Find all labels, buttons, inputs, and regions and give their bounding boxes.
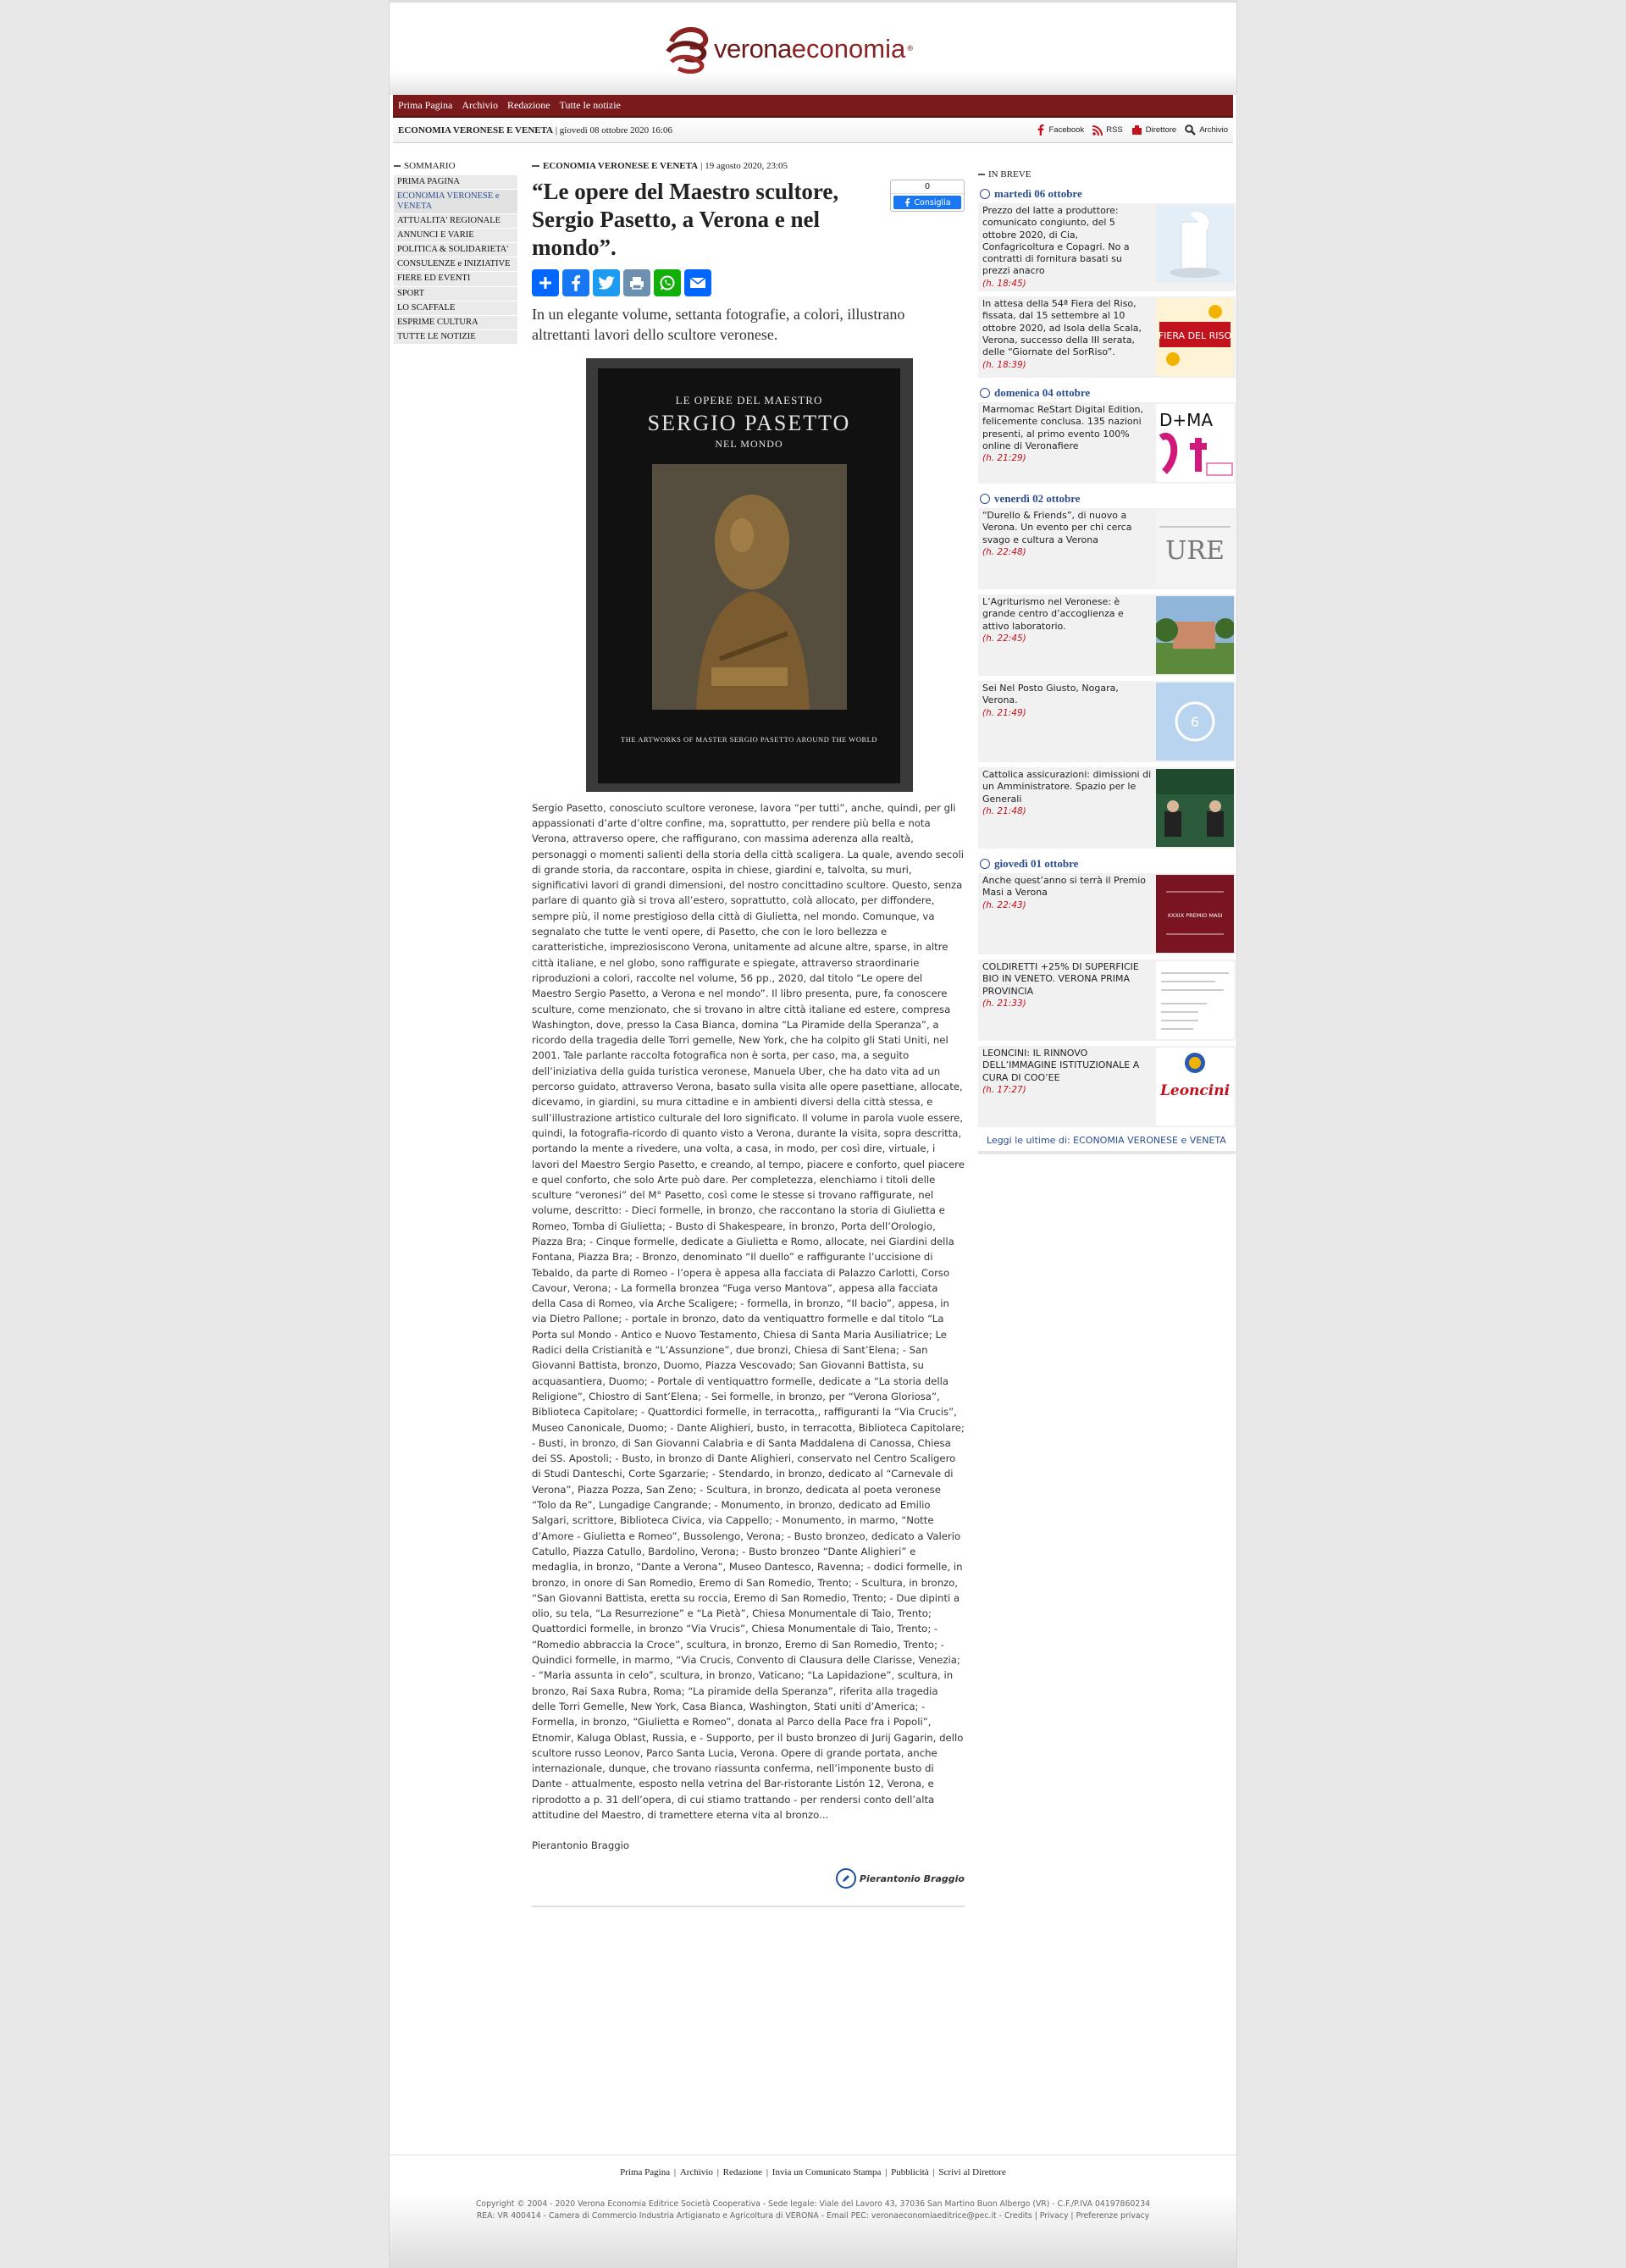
sidebar-item-sport[interactable]: SPORT <box>394 287 517 301</box>
plus-icon <box>538 275 553 290</box>
share-print-button[interactable] <box>623 269 650 296</box>
rss-link[interactable] <box>1092 125 1123 136</box>
footer-link-archivio[interactable]: Archivio <box>679 2167 713 2177</box>
facebook-icon <box>570 274 582 291</box>
article-title: “Le opere del Maestro scultore, Sergio Pasetto, a Verona e nel mondo”. <box>532 179 839 260</box>
news-time: (h. 21:49) <box>982 707 1026 718</box>
copyright <box>390 2193 1236 2268</box>
news-time: (h. 22:45) <box>982 633 1026 644</box>
section-date-line: ECONOMIA VERONESE E VENETA | giovedì 08 ottobre 2020 16:06 <box>398 124 672 136</box>
news-time: (h. 21:33) <box>982 998 1026 1009</box>
article-meta: ECONOMIA VERONESE E VENETA | 19 agosto 2020, 23:05 <box>532 161 965 171</box>
news-item[interactable] <box>978 203 1236 296</box>
current-section[interactable]: ECONOMIA VERONESE E VENETA <box>398 124 554 136</box>
day-label: venerdì 02 ottobre <box>994 492 1081 506</box>
archivio-link[interactable] <box>1185 124 1228 136</box>
fb-like-count: 0 <box>891 180 964 194</box>
whatsapp-icon <box>659 274 676 291</box>
footer-link-redazione[interactable]: Redazione <box>722 2167 763 2177</box>
durello-thumb-text: URE <box>1165 536 1225 567</box>
top-nav <box>393 95 1233 118</box>
bust-icon <box>652 464 847 710</box>
copyright-line-2: REA: VR 400414 - Camera di Commercio Industria Artigianato e Agricoltura di VERONA - Email PEC: veronaeconomiaeditrice@pec.it - Credits | Privacy | Preferenze privacy <box>476 2211 1150 2221</box>
clock-icon <box>980 859 990 869</box>
sidebar-title: SOMMARIO <box>404 161 456 171</box>
news-time: (h. 18:45) <box>982 278 1026 289</box>
cattolica-thumbnail-icon <box>1156 769 1234 847</box>
cover-line-1: LE OPERE DEL MAESTRO <box>675 393 823 407</box>
email-icon <box>689 276 706 290</box>
day-heading <box>978 854 1236 873</box>
author-signature[interactable] <box>532 1868 965 1889</box>
fb-recommend-label: Consiglia <box>914 197 951 207</box>
article-date: 19 agosto 2020, 23:05 <box>705 161 788 171</box>
logo-text-economia: economia <box>791 34 906 64</box>
day-label: martedì 06 ottobre <box>994 187 1082 200</box>
leoncini-thumbnail-icon <box>1156 1048 1234 1126</box>
news-text: L’Agriturismo nel Veronese: è grande centro d’accoglienza e attivo laboratorio. <box>982 596 1124 632</box>
facebook-label: Facebook <box>1048 125 1085 135</box>
footer-link-pubblicita[interactable]: Pubblicità <box>891 2167 929 2177</box>
share-whatsapp-button[interactable] <box>654 269 681 296</box>
share-email-button[interactable] <box>684 269 711 296</box>
news-item[interactable] <box>978 402 1236 489</box>
news-time: (h. 17:27) <box>982 1084 1026 1095</box>
day-label: domenica 04 ottobre <box>994 386 1091 400</box>
riso-thumbnail-icon <box>1156 298 1234 376</box>
news-text: “Durello & Friends”, di nuovo a Verona. Un evento per chi cerca svago e cultura a Verona <box>982 510 1132 545</box>
nav-tutte-le-notizie[interactable]: Tutte le notizie <box>559 99 621 111</box>
news-item[interactable] <box>978 595 1236 681</box>
sidebar-heading <box>394 161 517 171</box>
in-breve <box>978 169 1236 1154</box>
footer-nav: Prima Pagina | Archivio | Redazione | Invia un Comunicato Stampa | Pubblicità | Scrivi al Direttore <box>390 2155 1236 2177</box>
clock-icon <box>980 494 990 504</box>
nav-archivio[interactable]: Archivio <box>462 99 498 111</box>
share-buttons <box>532 269 965 296</box>
in-breve-title: IN BREVE <box>988 169 1031 180</box>
bust-sculpture-photo <box>652 464 847 710</box>
fb-recommend-button[interactable] <box>893 196 961 209</box>
sidebar <box>394 161 517 345</box>
header <box>390 0 1236 95</box>
agriturismo-thumbnail-icon <box>1156 596 1234 674</box>
in-breve-heading <box>978 169 1236 180</box>
director-icon <box>1131 124 1142 136</box>
facebook-icon <box>1037 124 1045 136</box>
news-text: Marmomac ReStart Digital Edition, felicemente conclusa. 135 nazioni presenti, al primo evento 100% online di Veronafiere <box>982 404 1144 451</box>
news-item[interactable] <box>978 1046 1236 1132</box>
sidebar-item-tutte-notizie[interactable]: TUTTE LE NOTIZIE <box>394 330 517 345</box>
sub-bar <box>393 118 1233 143</box>
current-date: giovedì 08 ottobre 2020 16:06 <box>559 124 672 136</box>
news-item[interactable] <box>978 873 1236 960</box>
fb-like-box <box>890 180 965 212</box>
leoncini-thumb-text: Leoncini <box>1159 1082 1231 1100</box>
marmomac-thumb-text: D+MA <box>1159 410 1214 431</box>
day-heading <box>978 184 1236 203</box>
nav-redazione[interactable]: Redazione <box>506 99 550 111</box>
news-item[interactable] <box>978 960 1236 1046</box>
article <box>532 161 965 1907</box>
sidebar-item-fiere[interactable]: FIERE ED EVENTI <box>394 272 517 286</box>
news-text: Cattolica assicurazioni: dimissioni di un Amministratore. Spazio per le Generali <box>982 769 1152 805</box>
cover-line-2: SERGIO PASETTO <box>647 410 851 435</box>
pen-icon <box>836 1868 856 1889</box>
news-time: (h. 18:39) <box>982 359 1026 370</box>
logo-swirl-icon <box>665 23 711 75</box>
masi-thumb-text: XXXIX PREMIO MASI <box>1167 912 1223 920</box>
news-text: In attesa della 54ª Fiera del Riso, fissata, dal 15 settembre al 10 ottobre 2020, ad Isola della Scala, Verona, successo della III serata, delle “Giornate del SorRiso”. <box>982 298 1142 358</box>
day-heading <box>978 383 1236 402</box>
news-text: COLDIRETTI +25% DI SUPERFICIE BIO IN VENETO. VERONA PRIMA PROVINCIA <box>982 961 1139 997</box>
news-item[interactable] <box>978 767 1236 854</box>
milk-thumbnail-icon <box>1156 205 1234 283</box>
rss-label: RSS <box>1106 125 1123 135</box>
sidebar-item-politica[interactable]: POLITICA & SOLIDARIETA' <box>394 243 517 257</box>
news-text: LEONCINI: IL RINNOVO DELL’IMMAGINE ISTITUZIONALE A CURA DI COO’EE <box>982 1048 1140 1083</box>
share-facebook-button[interactable] <box>562 269 589 296</box>
sidebar-item-consulenze[interactable]: CONSULENZE e INIZIATIVE <box>394 257 517 272</box>
rss-icon <box>1092 125 1103 136</box>
share-add-button[interactable] <box>532 269 559 296</box>
book <box>598 368 900 783</box>
read-more-link[interactable]: Leggi le ultime di: ECONOMIA VERONESE e VENETA <box>978 1132 1236 1154</box>
page <box>389 0 1237 2268</box>
sei-thumbnail-icon <box>1156 683 1234 761</box>
cover-line-3: NEL MONDO <box>715 437 783 450</box>
article-body: Sergio Pasetto, conosciuto scultore veronese, lavora “per tutti”, anche, quindi, per gli appassionati d’arte d’oltre confine, ma, soprattutto, per rendere più bella e nota Verona, attraverso opere, che raffigurano, con massima aderenza alla realtà, personaggi o momenti salienti della storia della città scaligera. La quale, avendo secoli di grande storia, da raccontare, ospita in chiese, giardini e, talvolta, su muri, significativi lavori di grandi dimensioni, del nostro concittadino scultore. Questo, senza parlare di quanto già si trova all’estero, soprattutto, colà allocato, per diffondere, sempre più, il nome prestigioso della città di Giulietta, nel mondo. Comunque, va segnalato che tutte le venti opere, di Pasetto, che con le loro bellezza e caratteristiche, impreziosiscono Verona, unitamente ad alcune altre, sparse, in altre città italiane, e nel globo, sono raffigurate e spiegate, attraverso straordinarie riproduzioni a colori, raccolte nel volume, 56 pp., 2020, dal titolo “Le opere del Maestro Sergio Pasetto, a Verona e nel mondo”. Il libro presenta, pure, fa conoscere sculture, come menzionato, che si trovano in altre città italiane ed estere, compresa Washington, dove, presso la Casa Bianca, domina “La Piramide della Speranza”, a ricordo della tragedia delle Torri gemelle, New York, che ha colpito gli Stati Uniti, nel 2001. Tale parlante raccolta fotografica non è sorta, per caso, ma, a seguito dell’iniziativa della guida turistica veronese, Manuela Uber, che ha dato vita ad un percorso guidato, attraverso Verona, basato sulla visita alle opere pasettiane, allocate, dicevamo, in giardini, su mura cittadine e in ambienti diversi della città stessa, e sull’illustrazione artistico culturale del loro significato. Il volume in parola vuole essere, quindi, la fotografia-ricordo di quanto visto a Verona, durante la visita, sopra descritta, portando la mente a rivedere, una volta, a casa, in modo, per così dire, virtuale, i lavori del Maestro Sergio Pasetto, e creando, al tempo, piacere e conforto, quel piacere e quel conforto, che solo Arte può dare. Per completezza, elenchiamo i titoli delle sculture “veronesi” del M° Pasetto, così come le stesse si trovano raffigurate, nel volume, descritto: - Dieci formelle, in bronzo, che raccontano la storia di Giulietta e Romeo, Tomba di Giulietta; - Busto di Shakespeare, in bronzo, Porta dell’Orologio, Piazza Bra; - Cinque formelle, dedicate a Giulietta e Romo, allocate, nei Giardini della Fontana, Piazza Bra; - Bronzo, denominato “Il duello” e raffigurante l’uccisione di Tebaldo, da parte di Romeo - l’opera è appesa alla facciata di Palazzo Carlotti, Corso Cavour, Verona; - La formella bronzea “Fuga verso Mantova”, appesa alla facciata della Casa di Romeo, via Arche Scaligere; - formella, in bronzo, “Il bacio”, appesa, in via Dietro Pallone; - portale in bronzo, dato da ventiquattro formelle e dal titolo “La Porta sul Mondo - Antico e Nuovo Testamento, Chiesa di Santa Maria Ausiliatrice; Le Radici della Cristianità e “L’Assunzione”, due bronzi, Chiesa di Sant’Elena; - San Giovanni Battista, bronzo, Duomo, Piazza Vescovado; San Giovanni Battista, su acquasantiera, Duomo; - Portale di ventiquattro formelle, dedicate a “La storia della Religione”, Chiostro di Sant’Elena; - Sei formelle, in bronzo, per “Verona Gloriosa”, Biblioteca Capitolare; - Quattordici formelle, in terracotta,, raffiguranti la “Via Crucis”, Museo Canonicale, Duomo; - Dante Alighieri, busto, in terracotta, Biblioteca Capitolare; - Busti, in bronzo, di San Giovanni Calabria e di Santa Maddalena di Canossa, Chiesa dei SS. Apostoli; - Busto, in bronzo di Dante Alighieri, conservato nel Centro Scaligero di Studi Danteschi, Corte Sgarzarie; - Stendardo, in bronzo, dedicato al “Carnevale di Verona”, Piazza Pozza, San Zeno; - Scultura, in bronzo, dedicata al poeta veronese “Tolo da Re”, Lungadige Cangrande; - Monumento, in bronzo, dedicato ad Emilio Salgari, scrittore, Biblioteca Civica, via Cappello; - Monumento, in marmo, “Notte d’Amore - Giulietta e Romeo”, Bussolengo, Verona; - Busto bronzeo, dedicato a Valerio Catullo, Piazza Catullo, Bardolino, Verona; - Busto bronzeo “Dante Alighieri” e medaglia, in bronzo, “Dante a Verona”, Museo Dantesco, Ravenna; - dodici formelle, in bronzo, in onore di San Romedio, Eremo di San Romedio, Trento; - Scultura, in bronzo, “San Giovanni Battista, eretta su roccia, Eremo di San Romedio, Trento; - Due dipinti a olio, su tela, “La Resurrezione” e “La Pietà”, Chiesa Monumentale di Taio, Trento; Quattordici formelle, in bronzo “Via Vrucis”, Chiesa Monumentale di Taio, Trento; - “Romedio abbraccia la Croce”, scultura, in bronzo, Eremo di San Romedio, Trento; - Quindici formelle, in marmo, “Via Crucis, Convento di Clausura delle Clarisse, Venezia; - “Maria assunta in celo”, scultura, in bronzo, Vaticano; “La Lapidazione”, scultura, in bronzo, Rai Saxa Rubra, Roma; “La piramide della Speranza”, riferita alla tragedia delle Torri Gemelle, New York, Casa Bianca, Washington, Stati uniti d’America; - Formella, in bronzo, “Giulietta e Romeo”, donata al Parco della Pace fra i Popoli”, Etnomir, Kaluga Oblast, Russia, e - Supporto, per il busto bronzeo di Jurij Gagarin, dello scultore russo Leonov, Parco Santa Lucia, Verona. Opere di grande portata, anche internazionale, dunque, che trovano riassunta conferma, nell’imponente busto di Dante - attualmente, esposto nella vetrina del Bar-ristorante Listón 12, Verona, e riprodotto a p. 31 dell’opera, di cui stiamo trattando - per rendersi conto dell’alta attitudine del Maestro, di trametterе eterna vita al bronzo... <box>532 801 965 1821</box>
twitter-icon <box>598 276 615 290</box>
news-item[interactable] <box>978 508 1236 595</box>
footer-link-comunicato[interactable]: Invia un Comunicato Stampa <box>772 2167 882 2177</box>
article-author: Pierantonio Braggio <box>532 1839 630 1852</box>
nav-prima-pagina[interactable]: Prima Pagina <box>398 99 453 111</box>
news-time: (h. 22:48) <box>982 546 1026 557</box>
print-icon <box>629 275 644 290</box>
sidebar-item-prima-pagina[interactable]: PRIMA PAGINA <box>394 175 517 190</box>
news-time: (h. 21:48) <box>982 805 1026 816</box>
cover-line-4: THE ARTWORKS OF MASTER SERGIO PASETTO AROUND THE WORLD <box>621 734 877 744</box>
masi-thumbnail-icon <box>1156 875 1234 953</box>
sidebar-item-esprime-cultura[interactable]: ESPRIME CULTURA <box>394 316 517 330</box>
share-twitter-button[interactable] <box>593 269 620 296</box>
riso-thumb-text: FIERA DEL RISO <box>1158 330 1232 342</box>
day-heading <box>978 489 1236 508</box>
news-time: (h. 21:29) <box>982 453 1026 464</box>
copyright-line-1: Copyright © 2004 - 2020 Verona Economia Editrice Società Cooperativa - Sede legale: Viale del Lavoro 43, 37036 San Martino Buon Albergo (VR) - C.F./P.IVA 04197860234 <box>475 2199 1151 2209</box>
footer-link-prima-pagina[interactable]: Prima Pagina <box>620 2167 671 2177</box>
logo-text-verona: verona <box>714 34 792 64</box>
news-text: Prezzo del latte a produttore: comunicato congiunto, del 5 ottobre 2020, di Cia, Confagricoltura e Copagri. No a contratti di fornitura basati su prezzi anacro <box>982 205 1130 277</box>
sidebar-item-economia-veronese[interactable]: ECONOMIA VERONESE e VENETA <box>394 190 517 214</box>
archivio-label: Archivio <box>1199 125 1228 135</box>
sidebar-item-scaffale[interactable]: LO SCAFFALE <box>394 301 517 316</box>
news-time: (h. 22:43) <box>982 899 1026 910</box>
direttore-label: Direttore <box>1145 125 1177 135</box>
clock-icon <box>980 388 990 398</box>
site-logo[interactable] <box>665 19 914 79</box>
news-text: Sei Nel Posto Giusto, Nogara, Verona. <box>982 683 1119 706</box>
article-section[interactable]: ECONOMIA VERONESE E VENETA <box>543 161 699 171</box>
search-icon <box>1185 124 1196 136</box>
sei-thumb-text: 6 <box>1190 714 1200 731</box>
author-signature-name: Pierantonio Braggio <box>859 1872 965 1884</box>
sidebar-item-attualita[interactable]: ATTUALITA' REGIONALE <box>394 214 517 229</box>
news-item[interactable] <box>978 296 1236 383</box>
direttore-link[interactable] <box>1131 124 1176 136</box>
coldiretti-table-thumbnail-icon <box>1156 961 1234 1039</box>
news-text: Anche quest’anno si terrà il Premio Masi a Verona <box>982 875 1147 899</box>
article-divider <box>532 1906 965 1907</box>
footer-link-scrivi-direttore[interactable]: Scrivi al Direttore <box>938 2167 1006 2177</box>
facebook-link[interactable] <box>1037 124 1084 136</box>
sidebar-item-annunci[interactable]: ANNUNCI E VARIE <box>394 229 517 243</box>
durello-thumbnail-icon <box>1156 510 1234 588</box>
clock-icon <box>980 189 990 199</box>
logo-registered: ® <box>906 45 915 53</box>
book-cover-image <box>586 358 913 792</box>
news-item[interactable] <box>978 681 1236 767</box>
facebook-icon <box>904 198 911 207</box>
marmomac-thumbnail-icon <box>1156 404 1234 482</box>
article-subtitle: In un elegante volume, settanta fotografie, a colori, illustrano altrettanti lavori dello scultore veronese. <box>532 305 905 343</box>
day-label: giovedì 01 ottobre <box>994 857 1079 871</box>
utility-links <box>1028 124 1233 136</box>
